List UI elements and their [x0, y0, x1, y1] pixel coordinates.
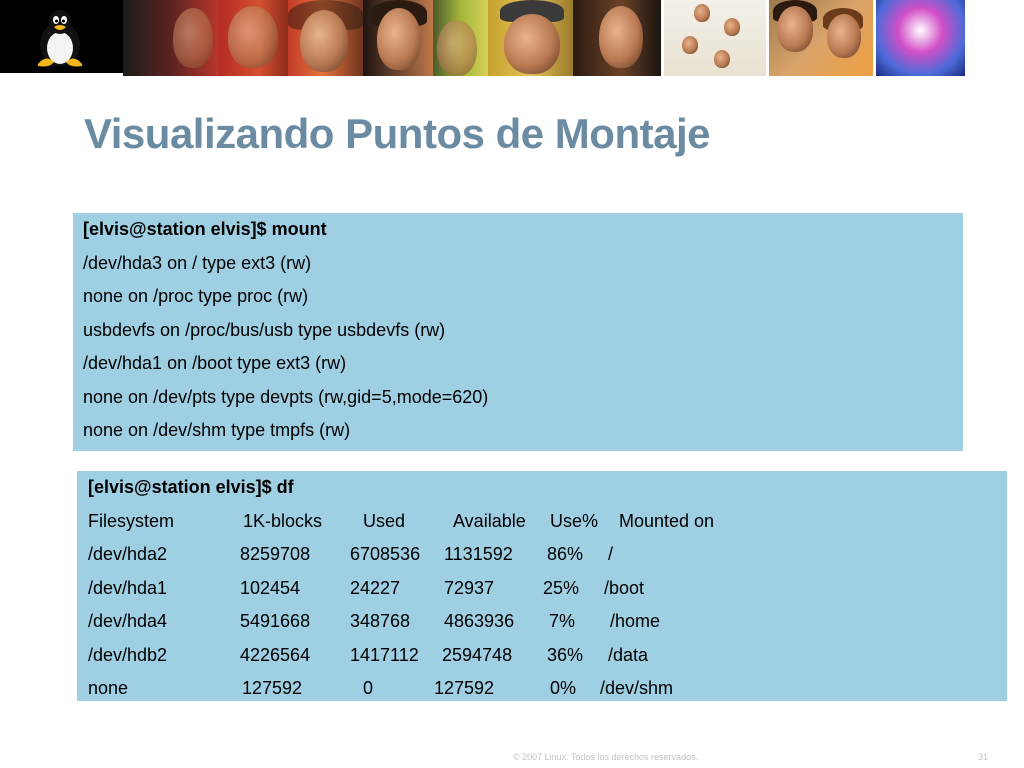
cell-filesystem: /dev/hda2 — [88, 544, 168, 564]
df-table-row — [88, 605, 1007, 639]
banner-photo — [769, 0, 873, 76]
copyright-footer: © 2007 Linux. Todos los derechos reservados. — [513, 752, 699, 762]
header-available: Available — [453, 510, 526, 531]
cell-available: 127592 — [434, 678, 495, 698]
mount-line: none on /dev/pts type devpts (rw,gid=5,mode=620) — [83, 386, 489, 407]
slide-title: Visualizando Puntos de Montaje — [84, 110, 710, 157]
cell-use-percent: 7% — [549, 611, 576, 631]
df-table-row — [88, 672, 1007, 706]
cell-use-percent: 0% — [550, 678, 577, 698]
cell-available: 72937 — [444, 577, 495, 598]
cell-mounted-on: /boot — [604, 577, 645, 598]
tux-penguin-icon — [24, 8, 96, 68]
cell-mounted-on: /dev/shm — [600, 678, 674, 698]
cell-used: 1417112 — [350, 644, 419, 665]
banner-photo — [876, 0, 965, 76]
cell-use-percent: 25% — [543, 577, 580, 598]
df-command: [elvis@station elvis]$ df — [88, 477, 294, 497]
cell-blocks: 5491668 — [240, 611, 311, 631]
photo-strip — [123, 0, 1024, 76]
header-mounted-on: Mounted on — [619, 510, 715, 531]
header-banner — [0, 0, 1024, 76]
mount-line: none on /dev/shm type tmpfs (rw) — [83, 420, 351, 440]
cell-used: 0 — [363, 678, 374, 698]
df-table-row — [88, 538, 1007, 572]
banner-photo — [288, 0, 363, 76]
logo — [0, 0, 123, 73]
cell-use-percent: 36% — [547, 644, 584, 665]
cell-mounted-on: /home — [610, 611, 661, 631]
banner-photo — [573, 0, 661, 76]
banner-photo — [488, 0, 573, 76]
mount-output-panel — [73, 213, 963, 451]
cell-filesystem: /dev/hda4 — [88, 611, 168, 631]
cell-blocks: 127592 — [242, 678, 303, 698]
cell-available: 1131592 — [444, 544, 513, 564]
banner-photo — [218, 0, 288, 76]
banner-photo — [433, 0, 488, 76]
mount-line: none on /proc type proc (rw) — [83, 286, 309, 306]
cell-used: 348768 — [350, 611, 411, 631]
cell-blocks: 102454 — [240, 577, 301, 598]
df-output-panel — [77, 471, 1007, 701]
cell-mounted-on: / — [608, 544, 614, 564]
banner-photo — [664, 0, 766, 76]
cell-mounted-on: /data — [608, 644, 649, 665]
banner-photo — [123, 0, 218, 76]
banner-photo — [363, 0, 433, 76]
mount-line: usbdevfs on /proc/bus/usb type usbdevfs (rw) — [83, 319, 446, 340]
header-filesystem: Filesystem — [88, 510, 175, 531]
df-table-row — [88, 572, 1007, 606]
cell-filesystem: /dev/hda1 — [88, 577, 168, 598]
df-header-row — [88, 505, 1007, 539]
header-use-percent: Use% — [550, 510, 599, 531]
cell-use-percent: 86% — [547, 544, 584, 564]
cell-available: 2594748 — [442, 644, 513, 665]
header-used: Used — [363, 510, 406, 531]
mount-command: [elvis@station elvis]$ mount — [83, 219, 327, 239]
cell-blocks: 4226564 — [240, 644, 311, 665]
cell-used: 24227 — [350, 577, 401, 598]
header-blocks: 1K-blocks — [243, 510, 323, 531]
cell-blocks: 8259708 — [240, 544, 311, 564]
df-table-row — [88, 639, 1007, 673]
mount-line: /dev/hda3 on / type ext3 (rw) — [83, 252, 312, 273]
cell-filesystem: none — [88, 678, 129, 698]
page-number: 31 — [978, 752, 989, 762]
cell-available: 4863936 — [444, 611, 515, 631]
cell-used: 6708536 — [350, 544, 421, 564]
cell-filesystem: /dev/hdb2 — [88, 644, 168, 665]
mount-line: /dev/hda1 on /boot type ext3 (rw) — [83, 353, 347, 373]
